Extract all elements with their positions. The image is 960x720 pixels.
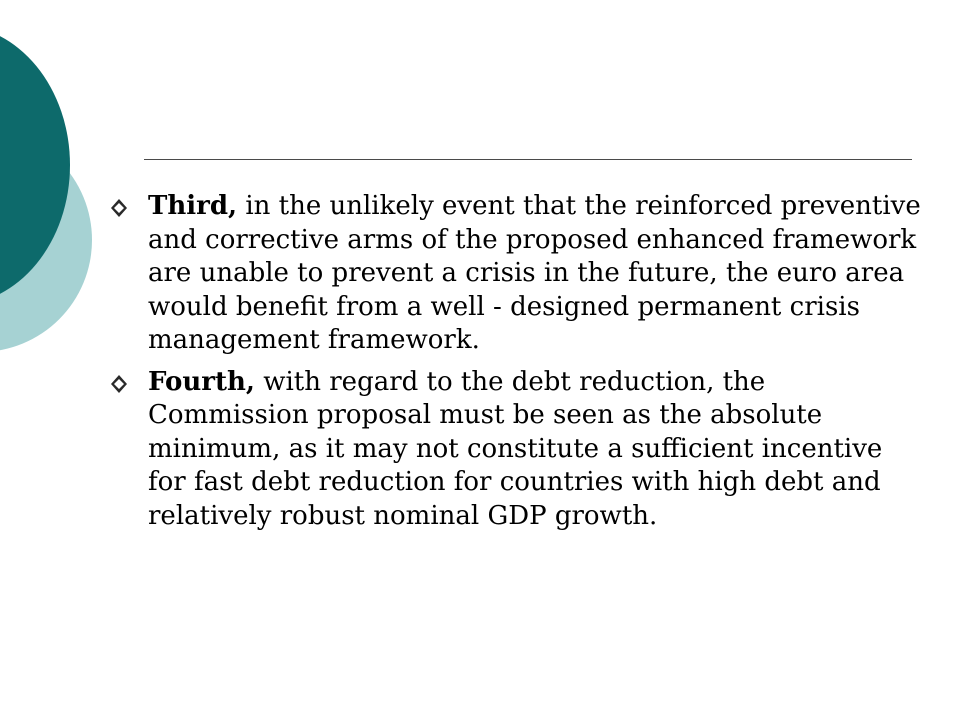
bullet-body: in the unlikely event that the reinforced preventive and corrective arms of the proposed enhanced framework are unable to prevent a crisis in the future, the euro area would benefit from a well - designed permanent crisis management framework. [148, 191, 921, 355]
bullet-text [148, 190, 928, 358]
bullet-text [148, 366, 928, 534]
bullet-item-third [108, 190, 928, 358]
hollow-diamond-bullet-icon [108, 197, 130, 219]
bullet-list [108, 190, 928, 541]
title-divider-line [144, 159, 912, 160]
bullet-lead-word: Fourth, [148, 366, 255, 397]
bullet-item-fourth [108, 366, 928, 534]
bullet-lead-word: Third, [148, 191, 238, 221]
hollow-diamond-bullet-icon [108, 373, 130, 395]
bullet-body: with regard to the debt reduction, the Commission proposal must be seen as the absolute minimum, as it may not constitute a sufficient incentive for fast debt reduction for countries with high debt and relatively robust nominal GDP growth. [148, 366, 883, 531]
